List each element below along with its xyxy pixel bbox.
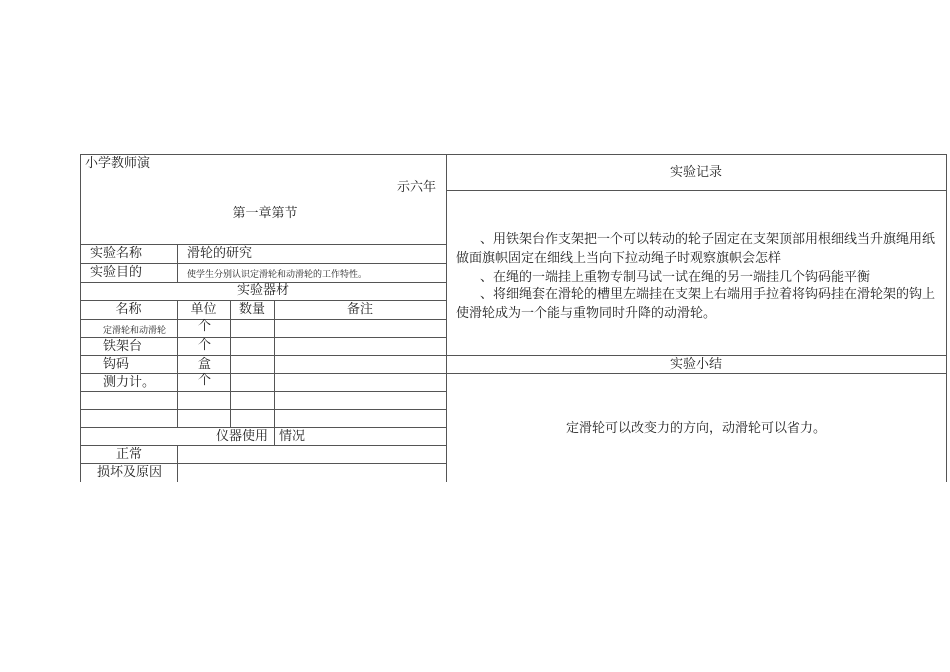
row-line bbox=[80, 355, 446, 356]
equipment-row-unit: 个 bbox=[198, 373, 212, 388]
table-top-border bbox=[80, 154, 946, 155]
col-line bbox=[274, 300, 275, 427]
experiment-goal-value: 使学生分别认识定滑轮和动滑轮的工作特性。 bbox=[187, 270, 368, 280]
row-line bbox=[80, 463, 446, 464]
record-paragraph-1: 、用铁架台作支架把一个可以转动的轮子固定在支架顶部用根细线当升旗绳用纸做面旗帜固定在细线上当向下拉动绳子时观察旗帜会怎样 bbox=[456, 232, 936, 266]
record-title-line bbox=[446, 190, 946, 191]
equipment-row-unit: 个 bbox=[198, 319, 212, 334]
equipment-col-name: 名称 bbox=[115, 302, 142, 317]
equipment-col-notes: 备注 bbox=[346, 302, 373, 317]
usage-row-damaged: 损坏及原因 bbox=[97, 465, 163, 480]
row-line bbox=[80, 373, 446, 374]
summary-text: 定滑轮可以改变力的方向，动滑轮可以省力。 bbox=[565, 421, 826, 436]
table-left-border bbox=[80, 154, 81, 482]
equipment-col-qty: 数量 bbox=[238, 302, 265, 317]
equipment-row-name: 铁架台 bbox=[103, 339, 143, 354]
record-paragraph-2: 、在绳的一端挂上重物专制马试一试在绳的另一端挂几个钩码能平衡 bbox=[480, 270, 871, 285]
row-line bbox=[80, 409, 446, 410]
row-line bbox=[80, 263, 446, 264]
row-line bbox=[80, 319, 446, 320]
row-line bbox=[80, 244, 446, 245]
usage-label-a: 仪器使用 bbox=[216, 429, 269, 444]
record-paragraph-3: 、将细绳套在滑轮的槽里左端挂在支架上右端用手拉着将钩码挂在滑轮架的钩上使滑轮成为一个能与重物同时升降的动滑轮。 bbox=[456, 287, 936, 321]
col-line bbox=[230, 300, 231, 427]
col-line bbox=[274, 427, 275, 445]
row-line bbox=[80, 427, 446, 428]
equipment-section-title: 实验器材 bbox=[236, 283, 289, 298]
table-right-border bbox=[946, 154, 947, 482]
chapter-title: 第一章第节 bbox=[232, 206, 298, 221]
equipment-col-unit: 单位 bbox=[190, 302, 217, 317]
row-line bbox=[80, 300, 446, 301]
row-line bbox=[80, 445, 446, 446]
col-line bbox=[177, 244, 178, 282]
header-line1: 小学教师演 bbox=[85, 156, 151, 171]
record-title: 实验记录 bbox=[669, 165, 722, 180]
usage-label-b: 情况 bbox=[279, 429, 306, 444]
experiment-name-label: 实验名称 bbox=[90, 246, 143, 261]
summary-title: 实验小结 bbox=[669, 357, 722, 372]
row-line bbox=[80, 337, 446, 338]
equipment-row-unit: 盒 bbox=[198, 357, 212, 372]
header-line2: 示六年 bbox=[397, 180, 437, 195]
row-line bbox=[80, 391, 446, 392]
usage-row-normal: 正常 bbox=[116, 447, 143, 462]
col-line bbox=[177, 445, 178, 482]
equipment-row-unit: 个 bbox=[198, 338, 212, 353]
experiment-goal-label: 实验目的 bbox=[90, 265, 143, 280]
summary-title-line bbox=[446, 373, 946, 374]
summary-top-line bbox=[446, 355, 946, 356]
equipment-row-name: 定滑轮和动滑轮 bbox=[103, 326, 167, 336]
equipment-row-name: 测力计。 bbox=[103, 375, 156, 390]
col-line bbox=[177, 300, 178, 427]
equipment-row-name: 钩码 bbox=[103, 357, 130, 372]
experiment-name-value: 滑轮的研究 bbox=[187, 246, 253, 261]
